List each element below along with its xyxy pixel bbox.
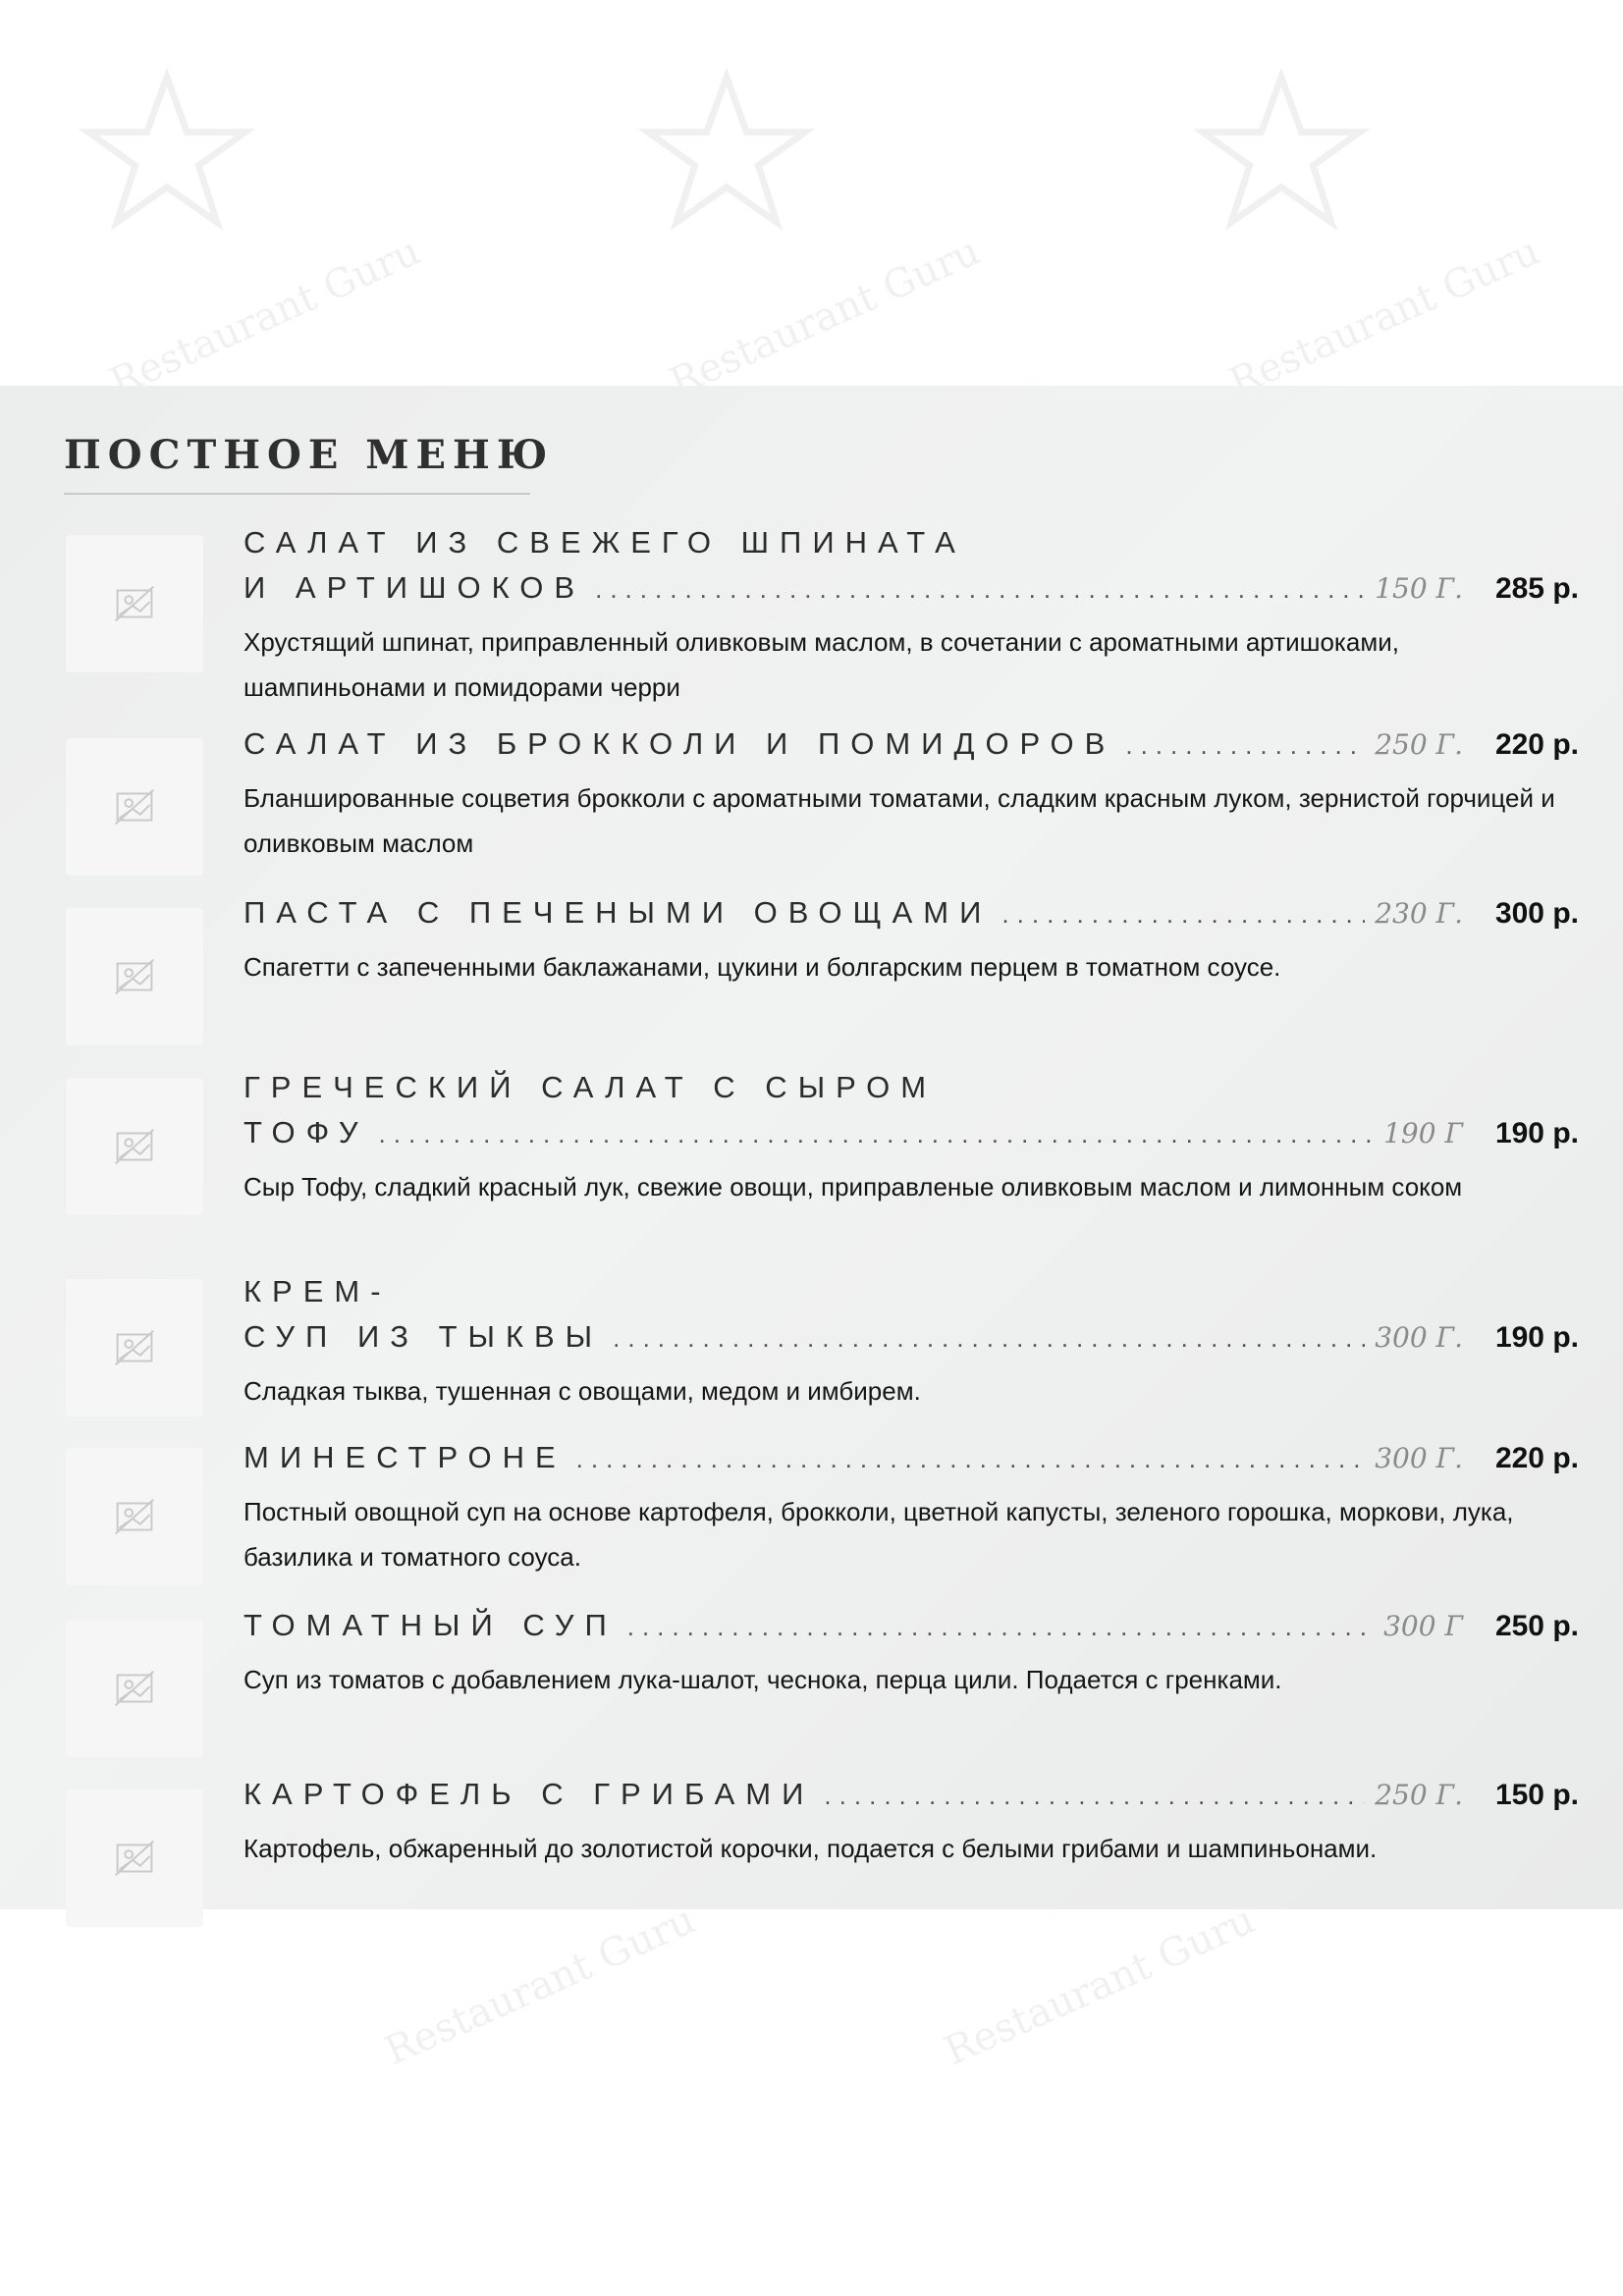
dish-name-line — [243, 726, 1579, 772]
dish-description: Бланшированные соцветия брокколи с ароматными томатами, сладким красным луком, зернистой горчицей и оливковым маслом — [243, 783, 1555, 858]
dish-price: 220 р. — [1494, 1442, 1579, 1474]
dish-weight: 190 Г — [1383, 1117, 1463, 1149]
menu-item — [243, 895, 1579, 989]
dish-image-placeholder — [66, 908, 203, 1045]
dish-name: КРЕМ- — [243, 1274, 392, 1308]
image-placeholder-icon — [106, 1118, 163, 1175]
dish-name: ТОФУ — [243, 1115, 369, 1149]
dish-price: 190 р. — [1494, 1321, 1579, 1354]
image-placeholder-icon — [106, 1319, 163, 1376]
dish-price: 150 р. — [1494, 1779, 1579, 1811]
star-fork-logo-icon — [1193, 69, 1370, 236]
menu-item — [243, 1070, 1579, 1209]
dish-name-line — [243, 1777, 1579, 1822]
menu-item — [243, 726, 1579, 866]
dish-image-placeholder — [66, 1620, 203, 1757]
watermark-text: Restaurant Guru — [663, 228, 987, 406]
dish-description: Сыр Тофу, сладкий красный лук, свежие овощи, приправленые оливковым маслом и лимонным соком — [243, 1172, 1463, 1201]
menu-item — [243, 1274, 1579, 1414]
star-fork-logo-icon — [638, 69, 815, 236]
dish-name-line — [243, 1115, 1579, 1160]
dish-weight: 300 Г — [1383, 1610, 1463, 1642]
menu-item — [243, 1608, 1579, 1702]
dish-name-line — [243, 570, 1579, 615]
dish-image-placeholder — [66, 1279, 203, 1416]
menu-item — [243, 1777, 1579, 1871]
dish-name: САЛАТ ИЗ СВЕЖЕГО ШПИНАТА — [243, 525, 966, 560]
dish-weight: 250 Г. — [1375, 1779, 1463, 1811]
watermark-text: Restaurant Guru — [378, 1896, 702, 2075]
dish-weight: 230 Г. — [1375, 897, 1463, 930]
watermark-text: Restaurant Guru — [938, 1896, 1262, 2075]
dot-leader — [1125, 730, 1365, 761]
dish-name-line — [243, 1274, 1579, 1319]
dot-leader — [627, 1612, 1374, 1642]
dish-name-line — [243, 895, 1579, 940]
watermark-text: Restaurant Guru — [1222, 228, 1546, 406]
dish-image-placeholder — [66, 1078, 203, 1215]
dish-price: 190 р. — [1494, 1117, 1579, 1149]
dish-weight: 300 Г. — [1375, 1442, 1463, 1474]
dish-image-placeholder — [66, 535, 203, 672]
image-placeholder-icon — [106, 778, 163, 835]
dish-name-line — [243, 525, 1579, 570]
image-placeholder-icon — [106, 1488, 163, 1545]
dot-leader — [613, 1323, 1365, 1354]
dish-name: ГРЕЧЕСКИЙ САЛАТ С СЫРОМ — [243, 1070, 938, 1104]
menu-item — [243, 1440, 1579, 1579]
dish-image-placeholder — [66, 738, 203, 876]
image-placeholder-icon — [106, 1660, 163, 1717]
dish-name: КАРТОФЕЛЬ С ГРИБАМИ — [243, 1777, 815, 1811]
image-placeholder-icon — [106, 575, 163, 632]
dot-leader — [595, 574, 1365, 605]
dish-name: И АРТИШОКОВ — [243, 570, 586, 605]
dish-price: 250 р. — [1494, 1610, 1579, 1642]
title-underline — [64, 493, 530, 495]
dish-weight: 250 Г. — [1375, 728, 1463, 761]
watermark-text: Restaurant Guru — [103, 228, 427, 406]
dot-leader — [824, 1781, 1365, 1811]
dish-name: САЛАТ ИЗ БРОККОЛИ И ПОМИДОРОВ — [243, 726, 1116, 761]
dot-leader — [1001, 899, 1365, 930]
dish-image-placeholder — [66, 1448, 203, 1585]
menu-item — [243, 525, 1579, 710]
dish-description: Сладкая тыква, тушенная с овощами, медом и имбирем. — [243, 1376, 921, 1406]
dish-name-line — [243, 1440, 1579, 1485]
dot-leader — [576, 1444, 1366, 1474]
dish-name: ПАСТА С ПЕЧЕНЫМИ ОВОЩАМИ — [243, 895, 993, 930]
image-placeholder-icon — [106, 1830, 163, 1887]
page-title: ПОСТНОЕ МЕНЮ — [64, 432, 555, 478]
image-placeholder-icon — [106, 948, 163, 1005]
dot-leader — [379, 1119, 1375, 1149]
star-fork-logo-icon — [79, 69, 255, 236]
dish-description: Картофель, обжаренный до золотистой корочки, подается с белыми грибами и шампиньонами. — [243, 1834, 1378, 1863]
dish-name-line — [243, 1319, 1579, 1364]
dish-weight: 300 Г. — [1375, 1321, 1463, 1354]
dish-description: Хрустящий шпинат, приправленный оливковым маслом, в сочетании с ароматными артишоками, шампиньонами и помидорами черри — [243, 627, 1399, 702]
dish-price: 285 р. — [1494, 572, 1579, 605]
dish-description: Спагетти с запеченными баклажанами, цукини и болгарским перцем в томатном соусе. — [243, 952, 1281, 982]
dish-price: 220 р. — [1494, 728, 1579, 761]
dish-name-line — [243, 1608, 1579, 1653]
dish-weight: 150 Г. — [1375, 572, 1463, 605]
dish-image-placeholder — [66, 1789, 203, 1927]
dish-name: СУП ИЗ ТЫКВЫ — [243, 1319, 604, 1354]
dish-description: Постный овощной суп на основе картофеля, брокколи, цветной капусты, зеленого горошка, моркови, лука, базилика и томатного соуса. — [243, 1497, 1514, 1572]
dish-name: МИНЕСТРОНЕ — [243, 1440, 567, 1474]
dish-name: ТОМАТНЫЙ СУП — [243, 1608, 618, 1642]
dish-price: 300 р. — [1494, 897, 1579, 930]
dish-name-line — [243, 1070, 1579, 1115]
dish-description: Суп из томатов с добавлением лука-шалот, чеснока, перца цили. Подается с гренками. — [243, 1665, 1282, 1694]
